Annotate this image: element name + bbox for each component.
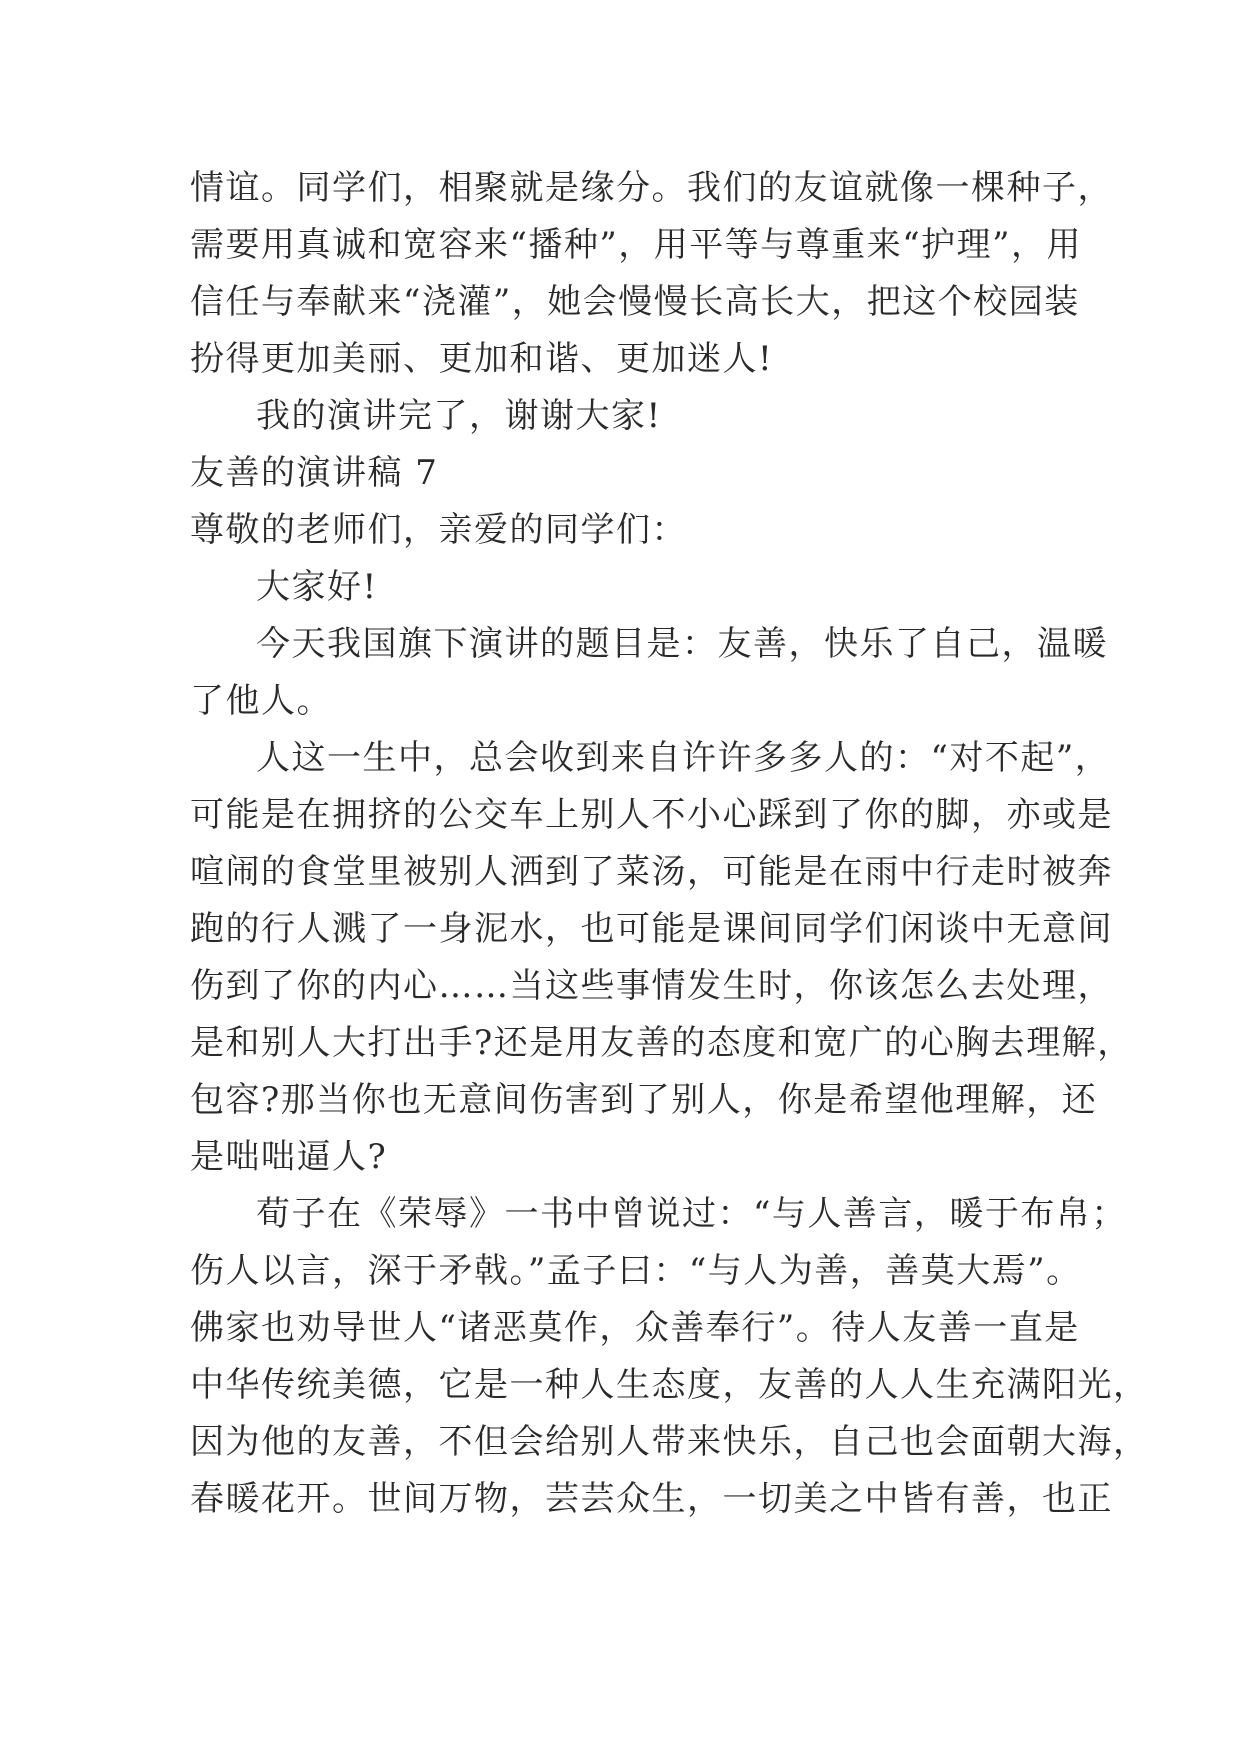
section-title: 友善的演讲稿 7 xyxy=(190,453,439,493)
paragraph-line: 荀子在《荣辱》一书中曾说过：“与人善言，暖于布帛； xyxy=(256,1194,1127,1234)
greeting-line: 大家好! xyxy=(256,567,378,607)
paragraph-line: 是咄咄逼人? xyxy=(190,1137,388,1177)
paragraph-line: 今天我国旗下演讲的题目是：友善，快乐了自己，温暖 xyxy=(256,624,1108,664)
paragraph-line: 跑的行人溅了一身泥水，也可能是课间同学们闲谈中无意间 xyxy=(190,909,1113,949)
paragraph-line: 情谊。同学们，相聚就是缘分。我们的友谊就像一棵种子， xyxy=(190,168,1113,208)
paragraph-line: 佛家也劝导世人“诸恶莫作，众善奉行”。待人友善一直是 xyxy=(190,1308,1080,1348)
paragraph-line: 伤到了你的内心……当这些事情发生时，你该怎么去处理， xyxy=(190,966,1113,1006)
paragraph-line: 喧闹的食堂里被别人洒到了菜汤，可能是在雨中行走时被奔 xyxy=(190,852,1113,892)
paragraph-line: 可能是在拥挤的公交车上别人不小心踩到了你的脚，亦或是 xyxy=(190,795,1113,835)
paragraph-line: 了他人。 xyxy=(190,681,332,721)
paragraph-line: 春暖花开。世间万物，芸芸众生，一切美之中皆有善，也正 xyxy=(190,1479,1113,1519)
salutation-line: 尊敬的老师们，亲爱的同学们： xyxy=(190,510,687,550)
paragraph-line: 需要用真诚和宽容来“播种”，用平等与尊重来“护理”，用 xyxy=(190,225,1083,265)
paragraph-line: 因为他的友善，不但会给别人带来快乐，自己也会面朝大海， xyxy=(190,1422,1149,1462)
closing-line: 我的演讲完了，谢谢大家! xyxy=(256,396,662,436)
paragraph-line: 信任与奉献来“浇灌”，她会慢慢长高长大，把这个校园装 xyxy=(190,282,1080,322)
paragraph-line: 是和别人大打出手?还是用友善的态度和宽广的心胸去理解， xyxy=(190,1023,1133,1063)
paragraph-line: 中华传统美德，它是一种人生态度，友善的人人生充满阳光， xyxy=(190,1365,1149,1405)
paragraph-line: 伤人以言，深于矛戟。”孟子曰：“与人为善，善莫大焉”。 xyxy=(190,1251,1082,1291)
paragraph-line: 包容?那当你也无意间伤害到了别人，你是希望他理解，还 xyxy=(190,1080,1098,1120)
document-body xyxy=(190,160,1149,1528)
paragraph-line: 扮得更加美丽、更加和谐、更加迷人! xyxy=(190,339,774,379)
paragraph-line: 人这一生中，总会收到来自许许多多人的：“对不起”， xyxy=(256,738,1111,778)
